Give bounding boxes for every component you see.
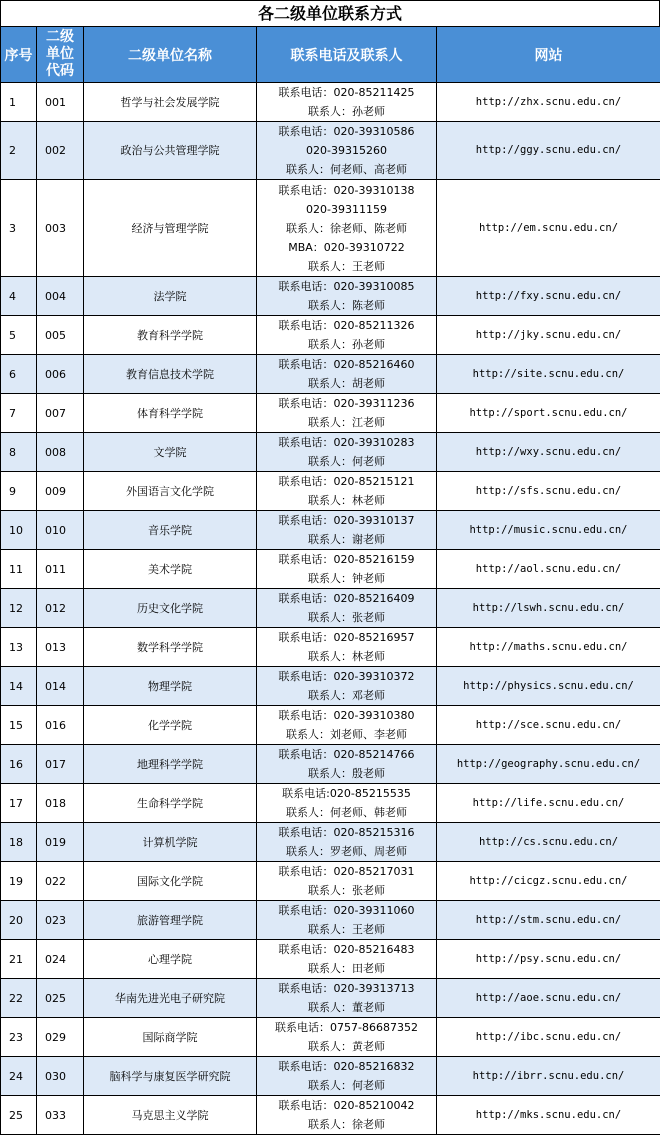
table-row bbox=[1, 589, 660, 628]
contact-line: MBA：020-39310722 bbox=[257, 238, 436, 257]
unit-name: 教育信息技术学院 bbox=[84, 355, 257, 394]
header-no: 序号 bbox=[1, 27, 37, 83]
website-link[interactable]: http://life.scnu.edu.cn/ bbox=[437, 784, 660, 823]
contact-line: 联系人：林老师 bbox=[257, 491, 436, 510]
contact-line: 联系电话：020-39310137 bbox=[257, 511, 436, 530]
header-contact: 联系电话及联系人 bbox=[257, 27, 437, 83]
row-number: 20 bbox=[1, 901, 37, 940]
unit-code: 019 bbox=[37, 823, 84, 862]
website-link[interactable]: http://ggy.scnu.edu.cn/ bbox=[437, 122, 660, 180]
website-link[interactable]: http://sce.scnu.edu.cn/ bbox=[437, 706, 660, 745]
contact-line: 联系电话：020-85211326 bbox=[257, 316, 436, 335]
contact-info bbox=[257, 1018, 437, 1057]
unit-name: 数学科学学院 bbox=[84, 628, 257, 667]
contact-line: 联系电话：020-39310372 bbox=[257, 667, 436, 686]
unit-code: 004 bbox=[37, 277, 84, 316]
row-number: 7 bbox=[1, 394, 37, 433]
contact-line: 联系电话：020-39311060 bbox=[257, 901, 436, 920]
row-number: 11 bbox=[1, 550, 37, 589]
contact-line: 联系人：张老师 bbox=[257, 608, 436, 627]
contact-info bbox=[257, 122, 437, 180]
website-link[interactable]: http://music.scnu.edu.cn/ bbox=[437, 511, 660, 550]
contact-line: 联系电话：020-85216460 bbox=[257, 355, 436, 374]
table-row bbox=[1, 511, 660, 550]
table-row bbox=[1, 122, 660, 180]
table-row bbox=[1, 862, 660, 901]
contact-line: 联系电话：020-39310586 bbox=[257, 122, 436, 141]
contact-info bbox=[257, 706, 437, 745]
table-row bbox=[1, 180, 660, 277]
contact-line: 联系人：董老师 bbox=[257, 998, 436, 1017]
contact-info bbox=[257, 667, 437, 706]
contact-line: 联系电话：020-85216409 bbox=[257, 589, 436, 608]
row-number: 1 bbox=[1, 83, 37, 122]
contact-line: 联系电话：020-39310085 bbox=[257, 277, 436, 296]
contact-line: 联系电话：020-85216483 bbox=[257, 940, 436, 959]
table-row bbox=[1, 784, 660, 823]
contact-info bbox=[257, 83, 437, 122]
table-row bbox=[1, 901, 660, 940]
website-link[interactable]: http://sport.scnu.edu.cn/ bbox=[437, 394, 660, 433]
contact-line: 联系人：何老师、韩老师 bbox=[257, 803, 436, 822]
unit-name: 华南先进光电子研究院 bbox=[84, 979, 257, 1018]
contact-info bbox=[257, 901, 437, 940]
row-number: 23 bbox=[1, 1018, 37, 1057]
contact-line: 联系人：陈老师 bbox=[257, 296, 436, 315]
website-link[interactable]: http://maths.scnu.edu.cn/ bbox=[437, 628, 660, 667]
table-row bbox=[1, 355, 660, 394]
contact-line: 联系电话：020-85217031 bbox=[257, 862, 436, 881]
unit-code: 029 bbox=[37, 1018, 84, 1057]
contact-line: 联系电话：020-39310283 bbox=[257, 433, 436, 452]
website-link[interactable]: http://aoe.scnu.edu.cn/ bbox=[437, 979, 660, 1018]
contact-line: 联系人：罗老师、周老师 bbox=[257, 842, 436, 861]
row-number: 25 bbox=[1, 1096, 37, 1135]
unit-name: 国际商学院 bbox=[84, 1018, 257, 1057]
table-row bbox=[1, 940, 660, 979]
contact-line: 联系电话：0757-86687352 bbox=[257, 1018, 436, 1037]
table-row bbox=[1, 706, 660, 745]
unit-code: 003 bbox=[37, 180, 84, 277]
table-row bbox=[1, 628, 660, 667]
contact-line: 联系电话：020-85210042 bbox=[257, 1096, 436, 1115]
contact-info bbox=[257, 394, 437, 433]
contact-info bbox=[257, 355, 437, 394]
contact-info bbox=[257, 433, 437, 472]
contact-line: 联系人：谢老师 bbox=[257, 530, 436, 549]
unit-name: 地理科学学院 bbox=[84, 745, 257, 784]
page-title: 各二级单位联系方式 bbox=[0, 0, 660, 26]
contact-line: 联系人：何老师、高老师 bbox=[257, 160, 436, 179]
website-link[interactable]: http://em.scnu.edu.cn/ bbox=[437, 180, 660, 277]
website-link[interactable]: http://fxy.scnu.edu.cn/ bbox=[437, 277, 660, 316]
header-code-line: 代码 bbox=[37, 63, 83, 80]
unit-name: 历史文化学院 bbox=[84, 589, 257, 628]
unit-code: 033 bbox=[37, 1096, 84, 1135]
table-row bbox=[1, 394, 660, 433]
unit-code: 030 bbox=[37, 1057, 84, 1096]
contact-info bbox=[257, 862, 437, 901]
table-row bbox=[1, 667, 660, 706]
row-number: 15 bbox=[1, 706, 37, 745]
contact-line: 联系人：张老师 bbox=[257, 881, 436, 900]
website-link[interactable]: http://physics.scnu.edu.cn/ bbox=[437, 667, 660, 706]
website-link[interactable]: http://geography.scnu.edu.cn/ bbox=[437, 745, 660, 784]
website-link[interactable]: http://aol.scnu.edu.cn/ bbox=[437, 550, 660, 589]
unit-code: 017 bbox=[37, 745, 84, 784]
row-number: 24 bbox=[1, 1057, 37, 1096]
website-link[interactable]: http://site.scnu.edu.cn/ bbox=[437, 355, 660, 394]
contact-line: 联系人：江老师 bbox=[257, 413, 436, 432]
unit-name: 哲学与社会发展学院 bbox=[84, 83, 257, 122]
unit-code: 006 bbox=[37, 355, 84, 394]
contact-info bbox=[257, 1057, 437, 1096]
contact-info bbox=[257, 784, 437, 823]
unit-name: 教育科学学院 bbox=[84, 316, 257, 355]
contact-line: 联系人：王老师 bbox=[257, 257, 436, 276]
contact-line: 联系人：殷老师 bbox=[257, 764, 436, 783]
website-link[interactable]: http://wxy.scnu.edu.cn/ bbox=[437, 433, 660, 472]
table-row bbox=[1, 745, 660, 784]
contact-line: 联系电话：020-85216957 bbox=[257, 628, 436, 647]
row-number: 14 bbox=[1, 667, 37, 706]
contact-info bbox=[257, 472, 437, 511]
header-website: 网站 bbox=[437, 27, 660, 83]
unit-name: 生命科学学院 bbox=[84, 784, 257, 823]
row-number: 19 bbox=[1, 862, 37, 901]
row-number: 4 bbox=[1, 277, 37, 316]
contact-line: 联系人：何老师 bbox=[257, 1076, 436, 1095]
contact-info bbox=[257, 511, 437, 550]
contact-info bbox=[257, 550, 437, 589]
contact-info bbox=[257, 745, 437, 784]
contact-line: 联系电话：020-85211425 bbox=[257, 83, 436, 102]
contact-line: 联系电话：020-39310138 bbox=[257, 181, 436, 200]
unit-name: 脑科学与康复医学研究院 bbox=[84, 1057, 257, 1096]
unit-code: 013 bbox=[37, 628, 84, 667]
contact-line: 联系人：田老师 bbox=[257, 959, 436, 978]
unit-name: 心理学院 bbox=[84, 940, 257, 979]
contact-info bbox=[257, 589, 437, 628]
table-row bbox=[1, 1057, 660, 1096]
header-name: 二级单位名称 bbox=[84, 27, 257, 83]
contact-info bbox=[257, 823, 437, 862]
unit-name: 计算机学院 bbox=[84, 823, 257, 862]
website-link[interactable]: http://psy.scnu.edu.cn/ bbox=[437, 940, 660, 979]
unit-name: 马克思主义学院 bbox=[84, 1096, 257, 1135]
unit-code: 022 bbox=[37, 862, 84, 901]
unit-code: 005 bbox=[37, 316, 84, 355]
contact-line: 联系人：黄老师 bbox=[257, 1037, 436, 1056]
contact-line: 联系人：邓老师 bbox=[257, 686, 436, 705]
header-code-line: 二级 bbox=[37, 29, 83, 46]
contact-line: 联系人：孙老师 bbox=[257, 102, 436, 121]
row-number: 18 bbox=[1, 823, 37, 862]
contact-info bbox=[257, 979, 437, 1018]
contact-line: 联系人：刘老师、李老师 bbox=[257, 725, 436, 744]
unit-name: 美术学院 bbox=[84, 550, 257, 589]
unit-code: 012 bbox=[37, 589, 84, 628]
row-number: 8 bbox=[1, 433, 37, 472]
contact-line: 联系人：孙老师 bbox=[257, 335, 436, 354]
unit-code: 016 bbox=[37, 706, 84, 745]
website-link[interactable]: http://zhx.scnu.edu.cn/ bbox=[437, 83, 660, 122]
unit-name: 外国语言文化学院 bbox=[84, 472, 257, 511]
unit-name: 国际文化学院 bbox=[84, 862, 257, 901]
website-link[interactable]: http://stm.scnu.edu.cn/ bbox=[437, 901, 660, 940]
row-number: 22 bbox=[1, 979, 37, 1018]
unit-code: 010 bbox=[37, 511, 84, 550]
row-number: 13 bbox=[1, 628, 37, 667]
table-row bbox=[1, 83, 660, 122]
unit-code: 008 bbox=[37, 433, 84, 472]
unit-code: 023 bbox=[37, 901, 84, 940]
unit-code: 025 bbox=[37, 979, 84, 1018]
contact-line: 联系电话：020-85214766 bbox=[257, 745, 436, 764]
website-link[interactable]: http://sfs.scnu.edu.cn/ bbox=[437, 472, 660, 511]
table-row bbox=[1, 1096, 660, 1135]
contact-info bbox=[257, 628, 437, 667]
contact-line: 联系电话：020-39313713 bbox=[257, 979, 436, 998]
unit-name: 音乐学院 bbox=[84, 511, 257, 550]
website-link[interactable]: http://jky.scnu.edu.cn/ bbox=[437, 316, 660, 355]
unit-code: 018 bbox=[37, 784, 84, 823]
unit-name: 物理学院 bbox=[84, 667, 257, 706]
header-code bbox=[37, 27, 84, 83]
header-code-line: 单位 bbox=[37, 46, 83, 63]
contact-line: 联系人：徐老师 bbox=[257, 1115, 436, 1134]
website-link[interactable]: http://lswh.scnu.edu.cn/ bbox=[437, 589, 660, 628]
contact-info bbox=[257, 277, 437, 316]
row-number: 6 bbox=[1, 355, 37, 394]
website-link[interactable]: http://mks.scnu.edu.cn/ bbox=[437, 1096, 660, 1135]
unit-code: 007 bbox=[37, 394, 84, 433]
contact-line: 联系人：徐老师、陈老师 bbox=[257, 219, 436, 238]
contact-line: 联系人：王老师 bbox=[257, 920, 436, 939]
website-link[interactable]: http://ibc.scnu.edu.cn/ bbox=[437, 1018, 660, 1057]
table-row bbox=[1, 1018, 660, 1057]
website-link[interactable]: http://cs.scnu.edu.cn/ bbox=[437, 823, 660, 862]
contact-line: 联系人：林老师 bbox=[257, 647, 436, 666]
unit-code: 014 bbox=[37, 667, 84, 706]
row-number: 21 bbox=[1, 940, 37, 979]
row-number: 12 bbox=[1, 589, 37, 628]
contact-line: 020-39315260 bbox=[257, 141, 436, 160]
table-row bbox=[1, 823, 660, 862]
row-number: 3 bbox=[1, 180, 37, 277]
row-number: 10 bbox=[1, 511, 37, 550]
table-row bbox=[1, 277, 660, 316]
row-number: 9 bbox=[1, 472, 37, 511]
contact-line: 联系人：何老师 bbox=[257, 452, 436, 471]
contact-info bbox=[257, 1096, 437, 1135]
contact-line: 联系电话：020-39310380 bbox=[257, 706, 436, 725]
row-number: 17 bbox=[1, 784, 37, 823]
contact-line: 联系电话：020-85215316 bbox=[257, 823, 436, 842]
contact-info bbox=[257, 316, 437, 355]
row-number: 5 bbox=[1, 316, 37, 355]
unit-code: 001 bbox=[37, 83, 84, 122]
website-link[interactable]: http://cicgz.scnu.edu.cn/ bbox=[437, 862, 660, 901]
table-row bbox=[1, 979, 660, 1018]
unit-code: 011 bbox=[37, 550, 84, 589]
table-row bbox=[1, 550, 660, 589]
website-link[interactable]: http://ibrr.scnu.edu.cn/ bbox=[437, 1057, 660, 1096]
unit-name: 文学院 bbox=[84, 433, 257, 472]
contact-line: 联系电话：020-85216159 bbox=[257, 550, 436, 569]
contact-table bbox=[0, 26, 660, 1135]
contact-line: 联系人：胡老师 bbox=[257, 374, 436, 393]
table-row bbox=[1, 433, 660, 472]
unit-code: 024 bbox=[37, 940, 84, 979]
unit-name: 体育科学学院 bbox=[84, 394, 257, 433]
contact-info bbox=[257, 180, 437, 277]
contact-info bbox=[257, 940, 437, 979]
contact-line: 联系电话:020-85215535 bbox=[257, 784, 436, 803]
row-number: 2 bbox=[1, 122, 37, 180]
row-number: 16 bbox=[1, 745, 37, 784]
table-row bbox=[1, 316, 660, 355]
unit-name: 化学学院 bbox=[84, 706, 257, 745]
table-row bbox=[1, 472, 660, 511]
unit-name: 经济与管理学院 bbox=[84, 180, 257, 277]
contact-line: 联系人：钟老师 bbox=[257, 569, 436, 588]
contact-line: 联系电话：020-85216832 bbox=[257, 1057, 436, 1076]
contact-line: 联系电话：020-85215121 bbox=[257, 472, 436, 491]
unit-name: 政治与公共管理学院 bbox=[84, 122, 257, 180]
unit-code: 002 bbox=[37, 122, 84, 180]
unit-name: 法学院 bbox=[84, 277, 257, 316]
contact-line: 020-39311159 bbox=[257, 200, 436, 219]
unit-name: 旅游管理学院 bbox=[84, 901, 257, 940]
contact-line: 联系电话：020-39311236 bbox=[257, 394, 436, 413]
table-header-row bbox=[1, 27, 660, 83]
unit-code: 009 bbox=[37, 472, 84, 511]
